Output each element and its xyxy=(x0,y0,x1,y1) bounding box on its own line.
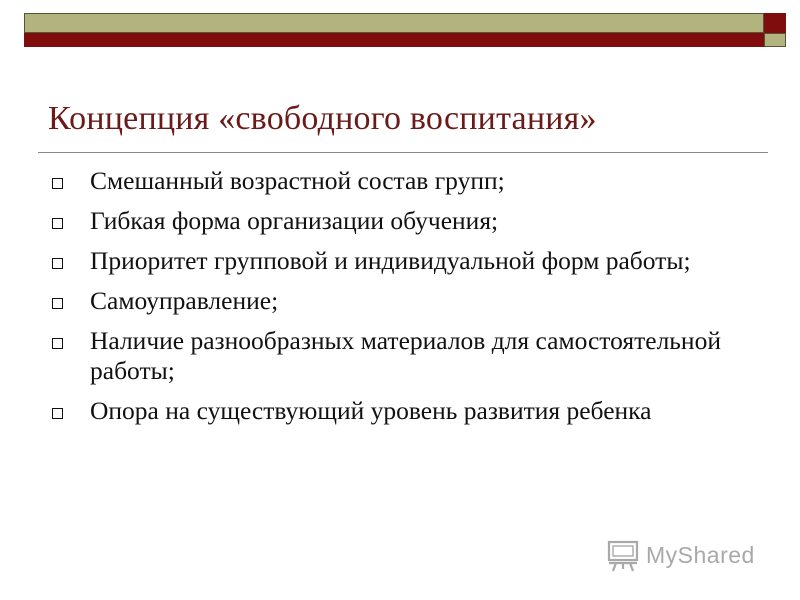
slide-title: Концепция «свободного воспитания» xyxy=(48,100,597,137)
hollow-square-icon xyxy=(52,298,63,309)
hollow-square-icon xyxy=(52,178,63,189)
bullet-text: Самоуправление; xyxy=(90,286,279,315)
list-item xyxy=(52,396,732,426)
list-item xyxy=(52,246,732,276)
list-item xyxy=(52,166,732,196)
hollow-square-icon xyxy=(52,408,63,419)
top-decorative-bar xyxy=(24,13,786,47)
list-item xyxy=(52,286,732,316)
top-bar-olive-square xyxy=(764,33,786,47)
hollow-square-icon xyxy=(52,258,63,269)
bullet-text: Гибкая форма организации обучения; xyxy=(90,206,499,235)
top-bar-maroon-square xyxy=(764,13,786,33)
bullet-text: Опора на существующий уровень развития ребенка xyxy=(90,396,652,425)
watermark-text: MyShared xyxy=(646,541,755,568)
list-item xyxy=(52,326,732,386)
bullet-text: Наличие разнообразных материалов для самостоятельной работы; xyxy=(90,326,721,385)
list-item xyxy=(52,206,732,236)
presentation-board-icon xyxy=(606,538,640,572)
top-bar-olive-stripe xyxy=(24,13,764,33)
watermark xyxy=(606,538,755,572)
hollow-square-icon xyxy=(52,338,63,349)
bullet-list xyxy=(52,166,732,436)
hollow-square-icon xyxy=(52,218,63,229)
top-bar-maroon-stripe xyxy=(24,33,764,47)
bullet-text: Приоритет групповой и индивидуальной форм работы; xyxy=(90,246,691,275)
bullet-text: Смешанный возрастной состав групп; xyxy=(90,166,505,195)
title-divider xyxy=(38,152,768,153)
